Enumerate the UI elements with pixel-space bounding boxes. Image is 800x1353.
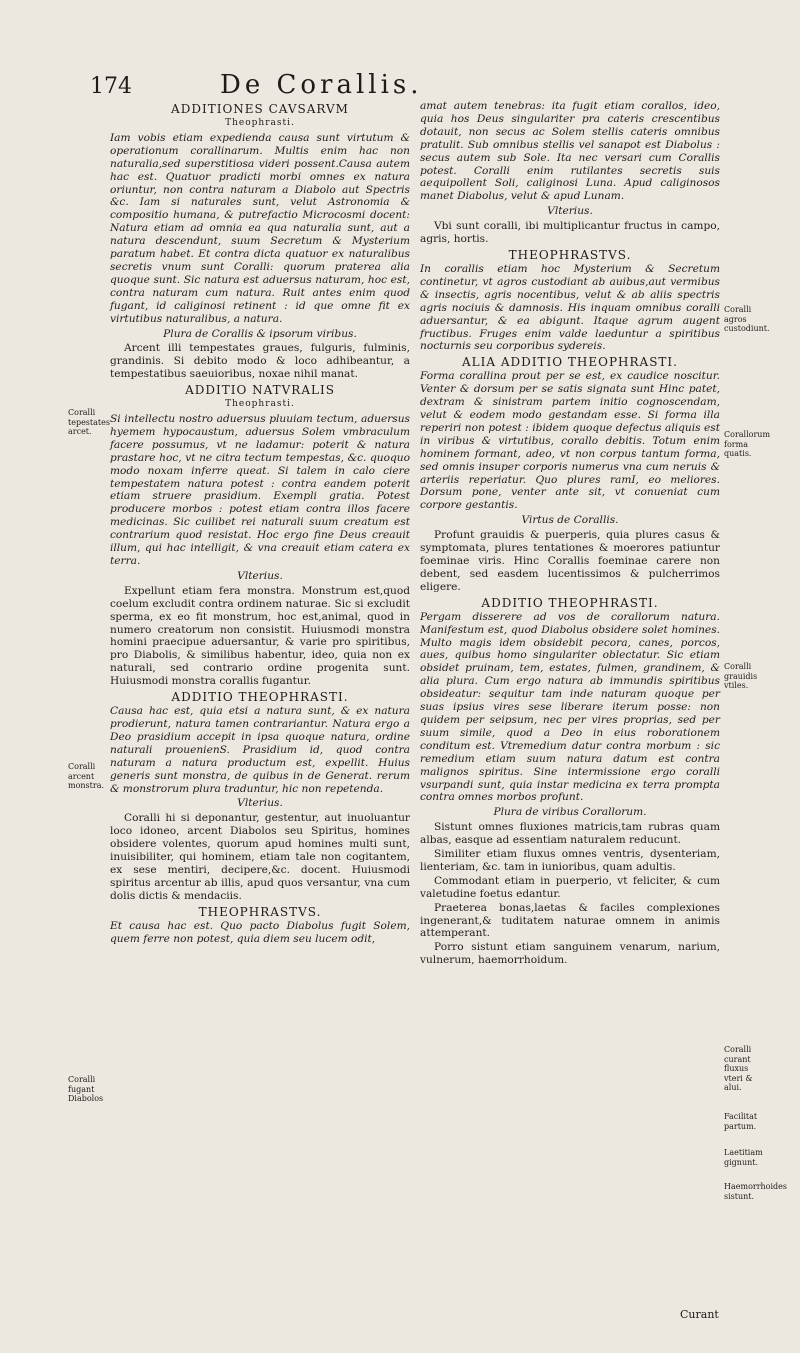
margin-note: Facilitat partum. <box>724 1112 758 1131</box>
paragraph: Similiter etiam fluxus omnes ventris, dysenteriam, lienteriam, &c. tam in iunioribus, quam adultis. <box>420 848 720 873</box>
margin-note: Corallorum forma quatis. <box>724 430 771 458</box>
catchword: Curant <box>680 1308 719 1321</box>
paragraph: Arcent illi tempestates graues, fulguris, fulminis, grandinis. Si debito modo & loco adhibeantur, a tempestatibus saeuioribus, noxae nihil manat. <box>110 342 410 381</box>
right-column <box>420 100 720 968</box>
margin-note: Coralli arcent monstra. <box>68 762 105 790</box>
margin-note: Coralli fugant Diabolos <box>68 1075 104 1103</box>
margin-note: Laetitiam gignunt. <box>724 1148 763 1167</box>
margin-note: Haemorrhoides sistunt. <box>724 1182 788 1201</box>
subheading: Vlterius. <box>237 569 283 582</box>
paragraph: In corallis etiam hoc Mysterium & Secretum continetur, vt agros custodiant ab auibus,aut vermibus & insectis, agris nocentibus, velut & ab aliis spectris agris nociuis & damnosis. His inquam omnibus coralli aduersantur, & ea abigunt. Itaque agrum augent fructibus. Fruges enim valde laeduntur a spiritibus nocturnis seu corporibus sydereis. <box>420 262 720 353</box>
paragraph: Commodant etiam in puerperio, vt feliciter, & cum valetudine foetus edantur. <box>420 874 720 900</box>
paragraph: Praeterea bonas,laetas & faciles complexiones ingenerant,& tuditatem naturae omnem in animis attemperant. <box>420 901 720 940</box>
page-number: 174 <box>90 74 132 99</box>
subheading: Virtus de Corallis. <box>521 514 619 527</box>
paragraph: Pergam disserere ad vos de corallorum natura. Manifestum est, quod Diabolus obsidere solet homines. Multo magis idem obsidebit pecora, canes, porcos, aues, quibus homo singulariter oblectatur. Sic etiam obsidet pruinam, tem, estates, fulmen, grandinem, & alia plura. Cum ergo natura ab immundis spiritibus obsideatur: sequitur tam inde naturam quoque per suas ipsius vires sese liberare iterum posse: non quidem per seipsum, nec per vires proprias, sed per suum simile, quod a Deo in eius roborationem conditum est. Vtremedium datur contra morbum : sic remedium etiam suum natura datum est contra malignos spiritus. Sine intermissione ergo coralli vsurpandi sunt, quia instar medicina ex terra prompta contra omnes morbos profunt. <box>420 610 720 804</box>
paragraph: Vbi sunt coralli, ibi multiplicantur fructus in campo, agris, hortis. <box>420 220 720 246</box>
subheading: Vlterius. <box>237 797 283 810</box>
heading-theophrastus: THEOPHRASTVS. <box>198 904 322 919</box>
paragraph: Coralli hi si deponantur, gestentur, aut inuoluantur loco idoneo, arcent Diabolos seu Spiritus, homines obsidere volentes, quorum apud homines multi sunt, inuisibiliter, qui hominem, etiam tale non cogitantem, ex sese mentiri, decipere,&c. docent. Huiusmodi spiritus arcentur ab illis, apud quos versantur, vna cum dolis dictis & mendaciis. <box>110 812 410 902</box>
heading-alia-additio: ALIA ADDITIO THEOPHRASTI. <box>462 355 678 370</box>
paragraph: amat autem tenebras: ita fugit etiam corallos, ideo, quia hos Deus singulariter pra cateris crescentibus dotauit, non secus ac Solem stellis cateris omnibus pratulit. Sub omnibus stellis vel sanapot est Diabolus : secus autem sub Sole. Ita nec versari cum Corallis potest. Coralli enim rutilantes secretis suis aequipollent Soli, caliginosi Luna. Apud caliginosos manet Diabolus, velut & apud Lunam. <box>420 100 720 203</box>
heading-additio-naturalis: ADDITIO NATVRALIS <box>185 383 335 398</box>
paragraph: Causa hac est, quia etsi a natura sunt, & ex natura prodierunt, natura tamen contrariantur. Natura ergo a Deo prasidium accepit in ipsa quoque natura, ordine naturali prouenienS. Prasidium id, quod contra naturam a natura productum est, expellit. Huius generis sunt monstra, de quibus in de Generat. rerum & monstrorum plura traduntur, hic non repetenda. <box>110 705 410 795</box>
left-column <box>110 100 410 946</box>
paragraph: Et causa hac est. Quo pacto Diabolus fugit Solem, quem ferre non potest, quia diem seu lucem odit, <box>110 919 410 945</box>
subheading: Plura de viribus Corallorum. <box>493 806 647 819</box>
subheading: Vlterius. <box>547 205 593 218</box>
heading-additiones: ADDITIONES CAVSARVM <box>171 102 349 116</box>
subheading: Plura de Corallis & ipsorum viribus. <box>163 327 357 340</box>
heading-theophrastus: THEOPHRASTVS. <box>508 247 632 262</box>
margin-note: Coralli agros custodiunt. <box>724 305 770 333</box>
page-header <box>90 70 730 100</box>
heading-sub: Theophrasti. <box>225 118 295 128</box>
paragraph: Forma corallina prout per se est, ex caudice noscitur. Venter & dorsum per se satis signata sunt Hinc patet, dextram & sinistram partem initio cognoscendam, velut & eodem modo gestandam esse. Si forma illa reperiri non potest : ibidem quoque defectus aliquis est in viribus & virtutibus, corallo debitis. Totum enim hominem formant, adeo, vt non corpus tantum forma, sed omnis insuper corporis numerus vna cum neruis & arteriis reperiatur. Quo plures ramI, eo meliores. Dorsum pone, venter ante sit, vt conueniat cum corpore gestantis. <box>420 370 720 512</box>
paragraph: Si intellectu nostro aduersus pluuiam tectum, aduersus hyemem hypocaustum, aduersus Solem vmbraculum facere possumus, vt ne ladamur: poterit & natura prastare hoc, vt ne citra tectum tempestas, &c. quoquo modo noxam inferre queat. Si talem in calo ciere tempestatem natura potest : contra eandem poterit etiam struere prasidium. Exempli gratia. Potest producere morbos : potest etiam contra illos facere medicinas. Sic cuilibet rei naturali suum creatum est contrarium quod resistat. Hoc ergo fine Deus creauit illum, qui hac intelligit, & vna creauit etiam catera ex terra. <box>110 413 410 567</box>
margin-note: Coralli curant fluxus vteri & alui. <box>724 1045 753 1092</box>
margin-note: Coralli tepestates arcet. <box>68 408 110 436</box>
paragraph: Expellunt etiam fera monstra. Monstrum est,quod coelum excludit contra ordinem naturae. Sic si excludit sperma, ex eo fit monstrum, hoc est,animal, quod in numero creatorum non consistit. Huiusmodi monstra homini praecipue aduersantur, & varie pro spiritibus, pro Diabolis, & similibus habentur, ideo, quia non ex naturali, sed contrario ordine progenita sunt. Huiusmodi monstra corallis fugantur. <box>110 584 410 688</box>
paragraph: Iam vobis etiam expedienda causa sunt virtutum & operationum corallinarum. Multis enim hac non naturalia,sed superstitiosa videri possent.Causa autem hac est. Quatuor pradicti morbi omnes ex natura oriuntur, non contra naturam a Diabolo aut Spectris &c. Iam si naturales sunt, velut Astronomia & compositio humana, & putrefactio Microcosmi docent: Natura etiam ad omnia ea qua naturalia sunt, aut a natura descendunt, suum Secretum & Mysterium paratum habet. Et contra dicta quatuor ex naturalibus secretis vnum sunt Coralli: quorum praterea alia quoque sunt. Sic natura est aduersus naturam, hoc est, contra naturam cum natura. Ruit antes enim quod fugant, id caliginosi retinent : id que omne fit ex virtutibus naturalibus, a natura. <box>110 131 410 325</box>
heading-sub: Theophrasti. <box>225 399 295 410</box>
heading-additio-theophrasti: ADDITIO THEOPHRASTI. <box>481 595 659 610</box>
running-title: De Corallis. <box>220 70 423 100</box>
paragraph: Porro sistunt etiam sanguinem venarum, narium, vulnerum, haemorrhoidum. <box>420 941 720 967</box>
margin-note: Coralli grauidis vtiles. <box>724 662 758 690</box>
heading-additio-theophrasti: ADDITIO THEOPHRASTI. <box>171 690 349 705</box>
paragraph: Sistunt omnes fluxiones matricis,tam rubras quam albas, easque ad essentiam naturalem reducunt. <box>420 821 720 847</box>
paragraph: Profunt grauidis & puerperis, quia plures casus & symptomata, plures tentationes & moerores patiuntur foeminae viris. Hinc Corallis foeminae carere non debent, sed easdem lucentissimos & pulcherrimos eligere. <box>420 529 720 593</box>
